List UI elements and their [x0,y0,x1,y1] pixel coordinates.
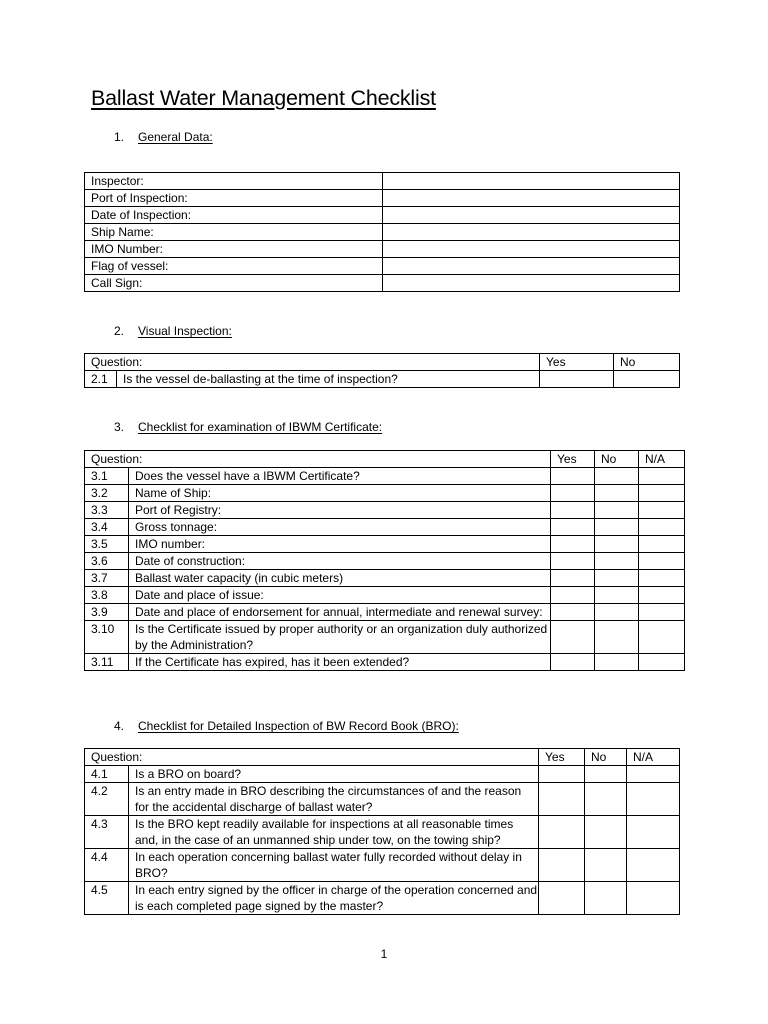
question-number: 3.6 [85,553,129,570]
no-answer-cell[interactable] [585,816,627,849]
field-value-input[interactable] [383,173,680,190]
yes-header: Yes [540,354,614,371]
question-number: 3.5 [85,536,129,553]
section-title: Visual Inspection: [138,324,232,338]
table-row [85,371,680,388]
yes-answer-cell[interactable] [551,468,595,485]
question-text: Port of Registry: [129,502,551,519]
question-number: 2.1 [85,371,117,388]
table-row [85,570,685,587]
question-number: 3.7 [85,570,129,587]
question-header: Question: [85,354,540,371]
general-data-table [84,172,680,292]
question-text: Date and place of endorsement for annual, intermediate and renewal survey: [129,604,551,621]
section-1-heading [114,130,213,144]
question-text: Date of construction: [129,553,551,570]
table-row [85,258,680,275]
na-header: N/A [639,451,685,468]
yes-answer-cell[interactable] [539,882,585,915]
question-number: 3.11 [85,654,129,671]
question-number: 4.2 [85,783,129,816]
na-answer-cell[interactable] [639,468,685,485]
no-answer-cell[interactable] [595,654,639,671]
page-number: 1 [380,947,388,961]
question-header: Question: [85,749,539,766]
na-answer-cell[interactable] [639,604,685,621]
field-value-input[interactable] [383,241,680,258]
yes-answer-cell[interactable] [551,604,595,621]
yes-header: Yes [539,749,585,766]
question-text: IMO number: [129,536,551,553]
question-number: 4.5 [85,882,129,915]
field-label: Call Sign: [85,275,383,292]
yes-answer-cell[interactable] [540,371,614,388]
yes-answer-cell[interactable] [539,783,585,816]
na-answer-cell[interactable] [639,536,685,553]
table-row [85,849,680,882]
question-text: In each entry signed by the officer in charge of the operation concerned and is each completed page signed by the master? [129,882,539,915]
question-number: 3.4 [85,519,129,536]
question-number: 4.4 [85,849,129,882]
visual-inspection-table [84,353,680,388]
field-value-input[interactable] [383,224,680,241]
na-answer-cell[interactable] [639,621,685,654]
table-row [85,816,680,849]
table-row [85,587,685,604]
no-answer-cell[interactable] [595,604,639,621]
table-row [85,553,685,570]
question-number: 3.9 [85,604,129,621]
no-answer-cell[interactable] [585,766,627,783]
no-answer-cell[interactable] [585,783,627,816]
na-answer-cell[interactable] [627,816,680,849]
no-answer-cell[interactable] [595,553,639,570]
section-3-heading [114,420,382,434]
yes-answer-cell[interactable] [539,849,585,882]
section-title: Checklist for Detailed Inspection of BW Record Book (BRO): [138,719,459,733]
question-number: 3.2 [85,485,129,502]
yes-answer-cell[interactable] [551,502,595,519]
table-row [85,621,685,654]
section-title: General Data: [138,130,213,144]
page-title: Ballast Water Management Checklist [91,86,436,110]
table-row [85,241,680,258]
na-answer-cell[interactable] [639,502,685,519]
table-row [85,190,680,207]
field-value-input[interactable] [383,190,680,207]
section-number: 2. [114,324,125,338]
field-label: Inspector: [85,173,383,190]
table-row [85,882,680,915]
yes-answer-cell[interactable] [539,766,585,783]
field-value-input[interactable] [383,275,680,292]
yes-answer-cell[interactable] [551,536,595,553]
no-answer-cell[interactable] [585,882,627,915]
yes-answer-cell[interactable] [551,654,595,671]
section-title: Checklist for examination of IBWM Certificate: [138,420,383,434]
question-number: 3.1 [85,468,129,485]
field-label: IMO Number: [85,241,383,258]
question-text: Is the vessel de-ballasting at the time of inspection? [117,371,540,388]
no-answer-cell[interactable] [595,587,639,604]
question-text: Is the BRO kept readily available for inspections at all reasonable times and, in the case of an unmanned ship under tow, on the towing ship? [129,816,539,849]
na-answer-cell[interactable] [639,519,685,536]
yes-answer-cell[interactable] [551,621,595,654]
no-answer-cell[interactable] [595,519,639,536]
question-text: Is the Certificate issued by proper authority or an organization duly authorized by the Administration? [129,621,551,654]
yes-answer-cell[interactable] [551,553,595,570]
question-number: 4.3 [85,816,129,849]
na-header: N/A [627,749,680,766]
table-row [85,468,685,485]
no-header: No [595,451,639,468]
na-answer-cell[interactable] [639,485,685,502]
yes-answer-cell[interactable] [551,519,595,536]
na-answer-cell[interactable] [627,783,680,816]
field-label: Ship Name: [85,224,383,241]
na-answer-cell[interactable] [639,654,685,671]
table-row [85,485,685,502]
section-number: 1. [114,130,125,144]
section-2-heading [114,324,232,338]
no-answer-cell[interactable] [595,536,639,553]
question-number: 3.8 [85,587,129,604]
field-label: Date of Inspection: [85,207,383,224]
field-value-input[interactable] [383,258,680,275]
na-answer-cell[interactable] [627,882,680,915]
table-row [85,766,680,783]
na-answer-cell[interactable] [639,570,685,587]
question-number: 3.3 [85,502,129,519]
na-answer-cell[interactable] [627,849,680,882]
question-text: Ballast water capacity (in cubic meters) [129,570,551,587]
field-label: Flag of vessel: [85,258,383,275]
field-label: Port of Inspection: [85,190,383,207]
no-header: No [614,354,680,371]
table-row [85,604,685,621]
question-text: Does the vessel have a IBWM Certificate? [129,468,551,485]
question-number: 4.1 [85,766,129,783]
table-row [85,173,680,190]
no-answer-cell[interactable] [595,502,639,519]
table-row [85,207,680,224]
table-row [85,502,685,519]
yes-answer-cell[interactable] [551,485,595,502]
table-row [85,536,685,553]
question-text: If the Certificate has expired, has it been extended? [129,654,551,671]
no-answer-cell[interactable] [585,849,627,882]
no-answer-cell[interactable] [595,570,639,587]
table-row [85,519,685,536]
question-header: Question: [85,451,551,468]
question-text: In each operation concerning ballast water fully recorded without delay in BRO? [129,849,539,882]
table-row [85,654,685,671]
yes-answer-cell[interactable] [551,570,595,587]
question-text: Is an entry made in BRO describing the circumstances of and the reason for the accidental discharge of ballast water? [129,783,539,816]
question-number: 3.10 [85,621,129,654]
table-row [85,275,680,292]
no-answer-cell[interactable] [595,468,639,485]
yes-answer-cell[interactable] [539,816,585,849]
na-answer-cell[interactable] [639,587,685,604]
yes-header: Yes [551,451,595,468]
no-answer-cell[interactable] [614,371,680,388]
no-header: No [585,749,627,766]
question-text: Date and place of issue: [129,587,551,604]
question-text: Name of Ship: [129,485,551,502]
table-row [85,783,680,816]
section-number: 4. [114,719,125,733]
na-answer-cell[interactable] [627,766,680,783]
section-number: 3. [114,420,125,434]
field-value-input[interactable] [383,207,680,224]
no-answer-cell[interactable] [595,485,639,502]
question-text: Gross tonnage: [129,519,551,536]
bw-record-book-table [84,748,680,915]
no-answer-cell[interactable] [595,621,639,654]
section-4-heading [114,719,459,733]
table-row [85,224,680,241]
question-text: Is a BRO on board? [129,766,539,783]
yes-answer-cell[interactable] [551,587,595,604]
ibwm-certificate-table [84,450,685,671]
na-answer-cell[interactable] [639,553,685,570]
